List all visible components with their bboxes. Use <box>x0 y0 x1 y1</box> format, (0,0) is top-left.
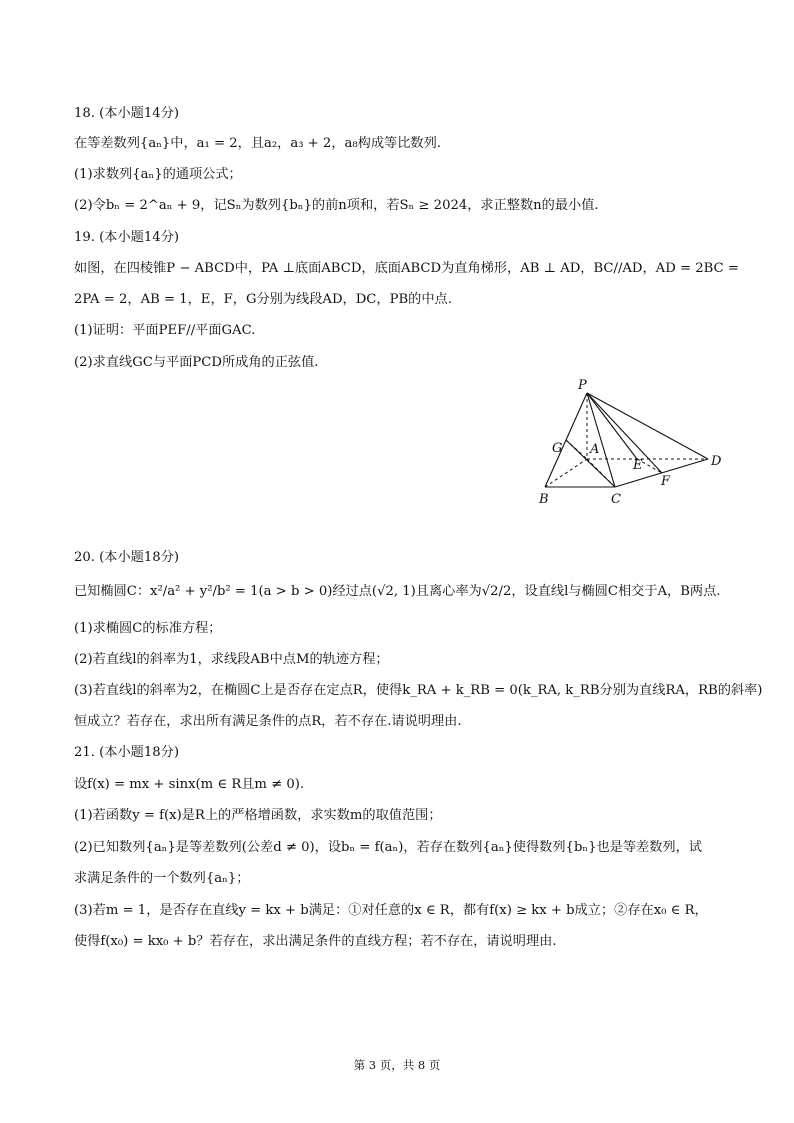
q18-part1: (1)求数列{aₙ}的通项公式； <box>74 167 242 182</box>
q21-part1: (1)若函数y = f(x)是R上的严格增函数，求实数m的取值范围； <box>74 808 442 823</box>
q21-part2-line1: (2)已知数列{aₙ}是等差数列(公差d ≠ 0)，设bₙ = f(aₙ)，若存在数列{aₙ}使得数列{bₙ}也是等差数列，试 <box>74 840 702 855</box>
label-D: D <box>711 454 722 469</box>
label-A: A <box>590 442 600 457</box>
q19-stem-line2: 2PA = 2，AB = 1，E，F，G分别为线段AD，DC，PB的中点. <box>74 292 452 307</box>
q21-part2-line2: 求满足条件的一个数列{aₙ}； <box>74 871 250 886</box>
q20-header: 20. (本小题18分) <box>74 550 179 565</box>
q21-part3-line2: 使得f(x₀) = kx₀ + b？若存在，求出满足条件的直线方程；若不存在，请说明理由. <box>74 934 557 949</box>
q18-part2: (2)令bₙ = 2^aₙ + 9，记Sₙ为数列{bₙ}的前n项和，若Sₙ ≥ 2024，求正整数n的最小值. <box>74 198 599 213</box>
q21-stem: 设f(x) = mx + sinx(m ∈ R且m ≠ 0). <box>74 777 305 792</box>
q20-stem: 已知椭圆C：x²/a² + y²/b² = 1(a > b > 0)经过点(√2, 1)且离心率为√2/2，设直线l与椭圆C相交于A，B两点. <box>74 584 721 599</box>
q19-part1: (1)证明：平面PEF//平面GAC. <box>74 323 256 338</box>
label-E: E <box>633 458 643 473</box>
label-P: P <box>578 378 587 393</box>
q19-stem-line1: 如图，在四棱锥P − ABCD中，PA ⊥底面ABCD，底面ABCD为直角梯形，AB ⊥ AD，BC//AD，AD = 2BC = <box>74 261 739 276</box>
q20-part1: (1)求椭圆C的标准方程； <box>74 621 222 636</box>
label-F: F <box>661 474 671 489</box>
q20-part2: (2)若直线l的斜率为1，求线段AB中点M的轨迹方程； <box>74 652 389 667</box>
page-footer: 第 3 页，共 8 页 <box>353 1058 441 1072</box>
pyramid-figure <box>530 375 730 515</box>
label-B: B <box>539 492 549 507</box>
q20-part3-line1: (3)若直线l的斜率为2，在椭圆C上是否存在定点R，使得k_RA + k_RB = 0(k_RA, k_RB分别为直线RA，RB的斜率) <box>74 683 763 698</box>
q21-header: 21. (本小题18分) <box>74 745 179 760</box>
label-G: G <box>552 441 563 456</box>
q18-header: 18. (本小题14分) <box>74 106 179 121</box>
label-C: C <box>611 492 621 507</box>
q19-header: 19. (本小题14分) <box>74 230 179 245</box>
q21-part3-line1: (3)若m = 1，是否存在直线y = kx + b满足：①对任意的x ∈ R，都有f(x) ≥ kx + b成立；②存在x₀ ∈ R， <box>74 903 708 918</box>
q19-part2: (2)求直线GC与平面PCD所成角的正弦值. <box>74 355 319 370</box>
q20-part3-line2: 恒成立？若存在，求出所有满足条件的点R，若不存在.请说明理由. <box>74 714 462 729</box>
q18-stem: 在等差数列{aₙ}中，a₁ = 2，且a₂，a₃ + 2，a₈构成等比数列. <box>74 136 441 151</box>
